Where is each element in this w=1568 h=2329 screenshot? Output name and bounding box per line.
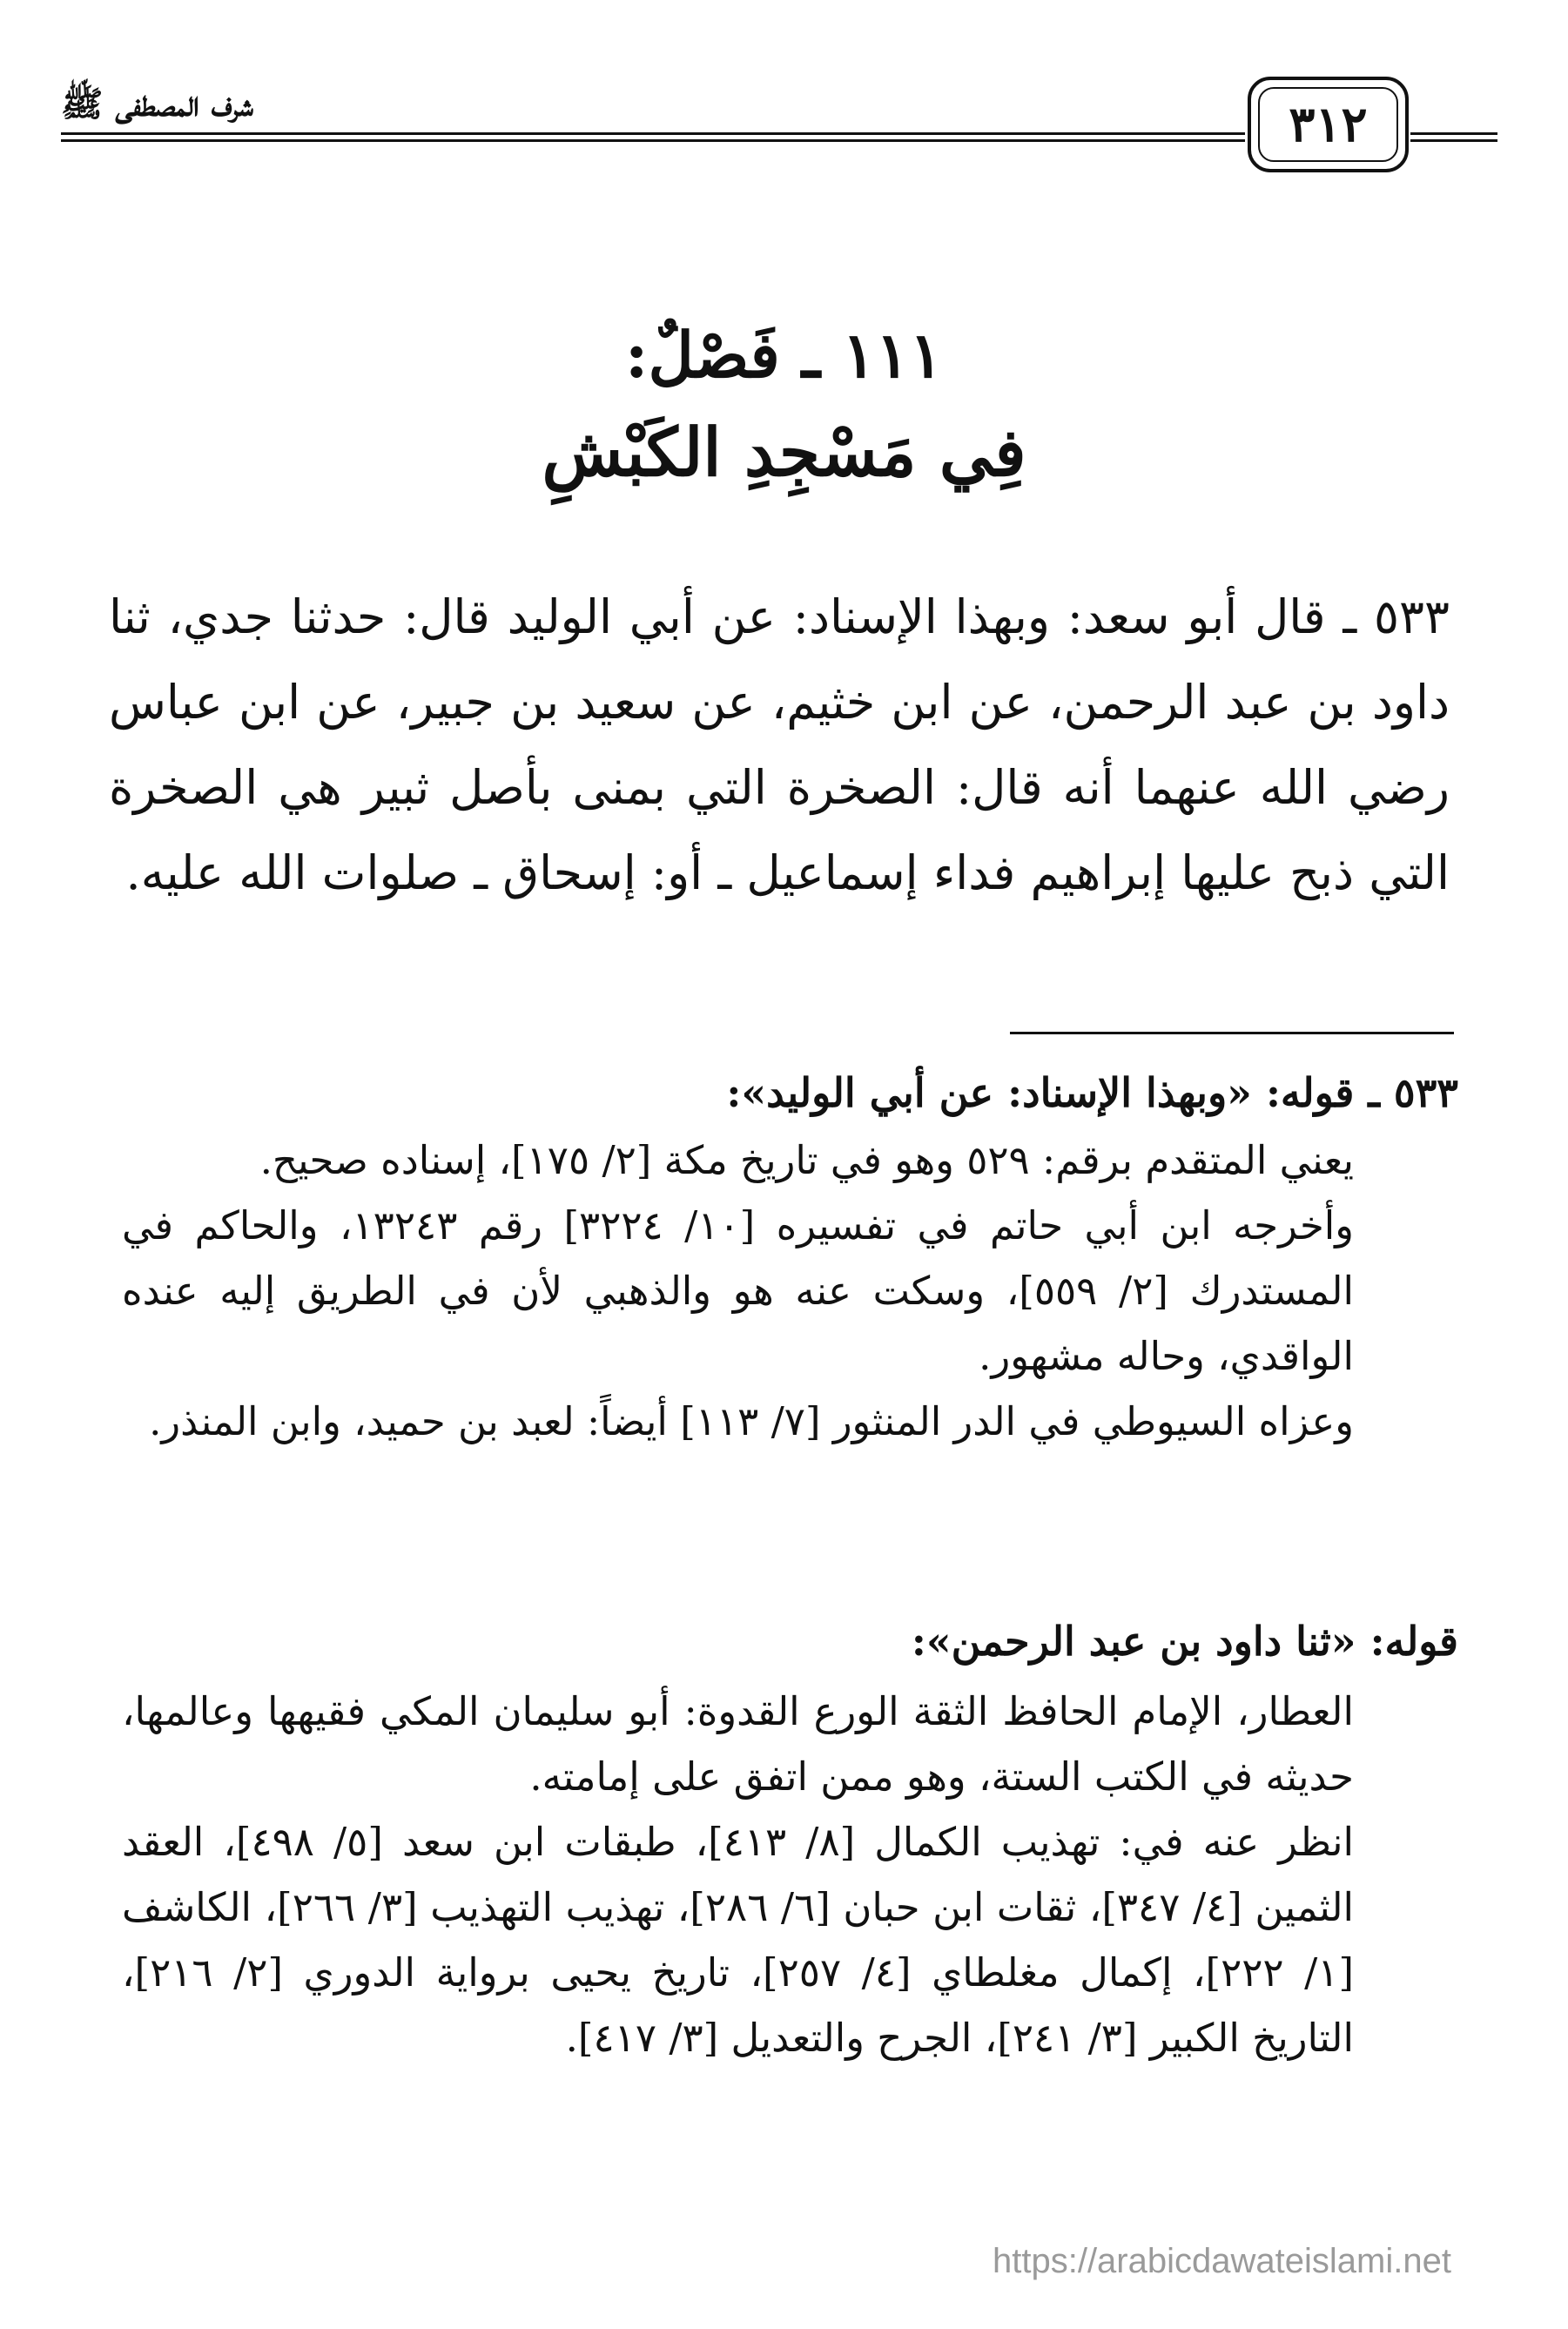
note-body	[122, 1127, 1354, 1454]
page-number: ٣١٢	[1258, 87, 1398, 162]
note-paragraph: وعزاه السيوطي في الدر المنثور [٧/ ١١٣] أيضاً: لعبد بن حميد، وابن المنذر.	[149, 1398, 1354, 1444]
note-body	[122, 1679, 1354, 2070]
footnote-separator	[1010, 1032, 1454, 1034]
note-heading: قوله: «ثنا داود بن عبد الرحمن»:	[911, 1618, 1458, 1665]
note-paragraph: يعني المتقدم برقم: ٥٢٩ وهو في تاريخ مكة [٢/ ١٧٥]، إسناده صحيح.	[259, 1137, 1354, 1183]
main-text: ٥٣٣ ـ قال أبو سعد: وبهذا الإسناد: عن أبي الوليد قال: حدثنا جدي، ثنا داود بن عبد الرحمن، عن ابن خثيم، عن سعيد بن جبير، عن ابن عباس رضي الله عنهما أنه قال: الصخرة التي بمنى بأصل ثبير هي الصخرة التي ذبح عليها إبراهيم فداء إسماعيل ـ أو: إسحاق ـ صلوات الله عليه.	[109, 589, 1450, 900]
chapter-subtitle: فِي مَسْجِدِ الكَبْشِ	[542, 414, 1026, 491]
chapter-title: ١١١ ـ فَصْلٌ:	[624, 318, 944, 392]
header-rule	[1410, 139, 1497, 142]
running-title: شرف المصطفى ﷺ	[61, 84, 253, 125]
header-rule	[61, 139, 1245, 142]
header-rule	[1410, 132, 1497, 135]
page-number-frame	[1248, 77, 1409, 172]
note-heading: ٥٣٣ ـ قوله: «وبهذا الإسناد: عن أبي الوليد»:	[726, 1069, 1458, 1116]
header-rule	[61, 132, 1245, 135]
note-paragraph: وأخرجه ابن أبي حاتم في تفسيره [١٠/ ٣٢٢٤] رقم ١٣٢٤٣، والحاكم في المستدرك [٢/ ٥٥٩]، وسكت عنه هو والذهبي لأن في الطريق إليه عنده الواقدي، وحاله مشهور.	[122, 1202, 1354, 1379]
watermark-url: https://arabicdawateislami.net	[993, 2242, 1451, 2280]
note-paragraph: انظر عنه في: تهذيب الكمال [٨/ ٤١٣]، طبقات ابن سعد [٥/ ٤٩٨]، العقد الثمين [٤/ ٣٤٧]، ثقات ابن حبان [٦/ ٢٨٦]، تهذيب التهذيب [٣/ ٢٦٦]، الكاشف [١/ ٢٢٢]، إكمال مغلطاي [٤/ ٢٥٧]، تاريخ يحيى برواية الدوري [٢/ ٢١٦]، التاريخ الكبير [٣/ ٢٤١]، الجرح والتعديل [٣/ ٤١٧].	[122, 1819, 1355, 2061]
note-paragraph: العطار، الإمام الحافظ الثقة الورع القدوة: أبو سليمان المكي فقيهها وعالمها، حديثه في الكتب الستة، وهو ممن اتفق على إمامته.	[122, 1688, 1354, 1800]
